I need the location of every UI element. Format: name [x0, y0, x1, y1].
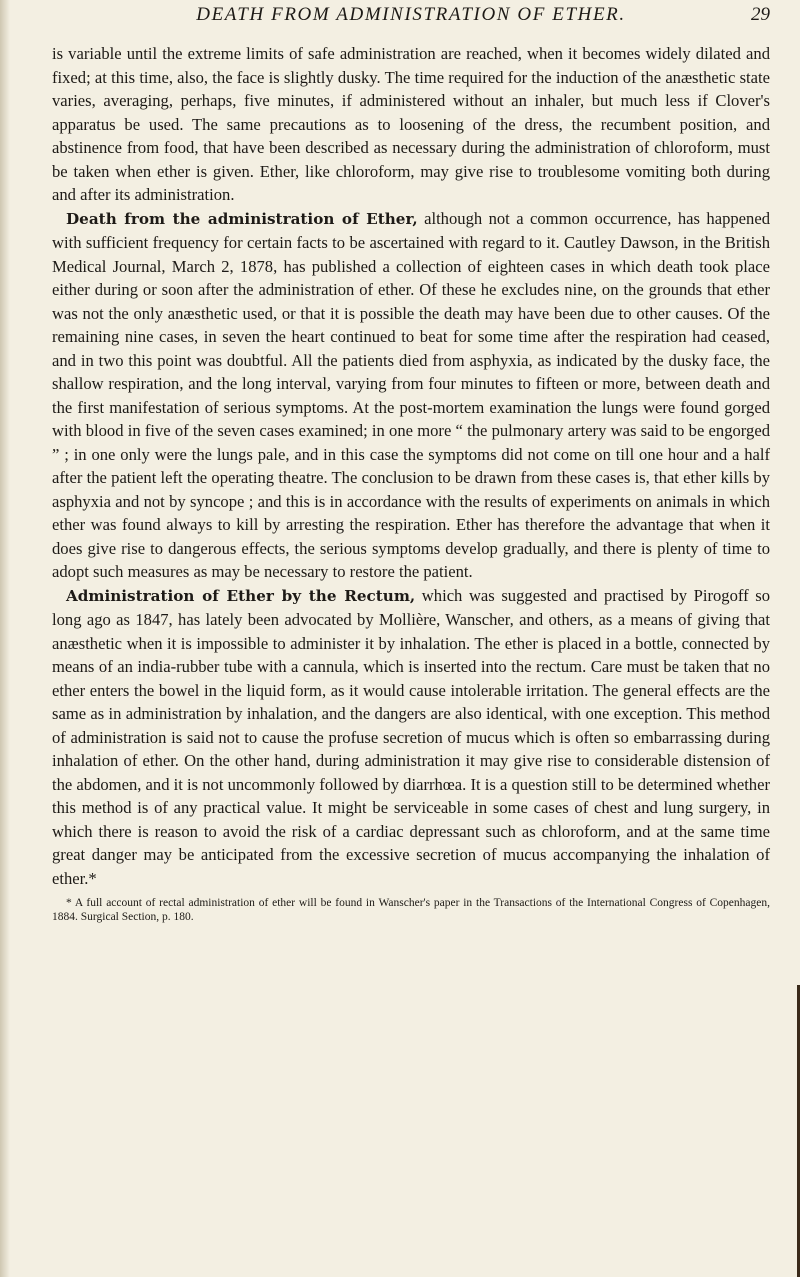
running-head: [52, 0, 770, 42]
book-page: [52, 0, 770, 924]
section-run-in-heading: Death from the administration of Ether,: [66, 209, 418, 228]
paragraph-continuation: [52, 42, 770, 207]
paragraph-text: is variable until the extreme limits of safe administration are reached, when it becomes widely dilated and fixed; at this time, also, the face is slightly dusky. The time required for the induction of the anæsthetic state varies, averaging, perhaps, five minutes, if administered without an inhaler, but much less if Clover's apparatus be used. The same precautions as to loosening of the dress, the recumbent position, and abstinence from food, that have been described as necessary during the administration of chloroform, must be taken when ether is given. Ether, like chloroform, may give rise to troublesome vomiting both during and after its administration.: [52, 44, 770, 204]
page-left-edge-shadow: [0, 0, 10, 1277]
paragraph-text: although not a common occurrence, has happened with sufficient frequency for certain facts to be ascertained with regard to it. Cautley Dawson, in the British Medical Journal, March 2, 1878, has published a collection of eighteen cases in which death took place either during or soon after the administration of ether. Of these he excludes nine, on the grounds that ether was not the only anæsthetic used, or that it is possible the death may have been due to other causes. Of the remaining nine cases, in seven the heart continued to beat for some time after the respiration had ceased, and in two this point was doubtful. All the patients died from asphyxia, as indicated by the dusky face, the shallow respiration, and the long interval, varying from four minutes to fifteen or more, between death and the first manifestation of serious symptoms. At the post-mortem examination the lungs were found gorged with blood in five of the seven cases examined; in one more “ the pulmonary artery was said to be engorged ” ; in one only were the lungs pale, and in this case the symptoms did not come on till one hour and a half after the patient left the operating theatre. The conclusion to be drawn from these cases is, that ether kills by asphyxia and not by syncope ; and this is in accordance with the results of experiments on animals in which ether was found always to kill by arresting the respiration. Ether has therefore the advantage that when it does give rise to dangerous effects, the serious symptoms develop gradually, and there is plenty of time to adopt such measures as may be necessary to restore the patient.: [52, 208, 770, 581]
section-run-in-heading: Administration of Ether by the Rectum,: [66, 586, 416, 605]
page-number: 29: [751, 4, 770, 25]
paragraph-text: which was suggested and practised by Pirogoff so long ago as 1847, has lately been advocated by Mollière, Wanscher, and others, as a means of giving that anæsthetic when it is impossible to administer it by inhalation. The ether is placed in a bottle, connected by means of an india-rubber tube with a cannula, which is inserted into the rectum. Care must be taken that no ether enters the bowel in the liquid form, as it would cause intolerable irritation. The general effects are the same as in administration by inhalation, and the dangers are also identical, with one exception. This method of administration is said not to cause the profuse secretion of mucus which is often so embarrassing during inhalation of ether. On the other hand, during administration it may give rise to considerable distension of the abdomen, and it is not uncommonly followed by diarrhœa. It is a question still to be determined whether this method is of any practical value. It might be serviceable in some cases of chest and lung surgery, in which there is reason to avoid the risk of a cardiac depressant such as chloroform, and at the same time great danger may be anticipated from the excessive secretion of mucus accompanying the inhalation of ether.*: [52, 585, 770, 888]
running-head-title: DEATH FROM ADMINISTRATION OF ETHER.: [196, 4, 626, 25]
paragraph-death-from-ether: [52, 207, 770, 584]
body-text: [52, 42, 770, 890]
footnote: * A full account of rectal administration of ether will be found in Wanscher's paper in the Transactions of the International Congress of Copenhagen, 1884. Surgical Section, p. 180.: [52, 897, 770, 923]
paragraph-rectal-administration: [52, 584, 770, 891]
